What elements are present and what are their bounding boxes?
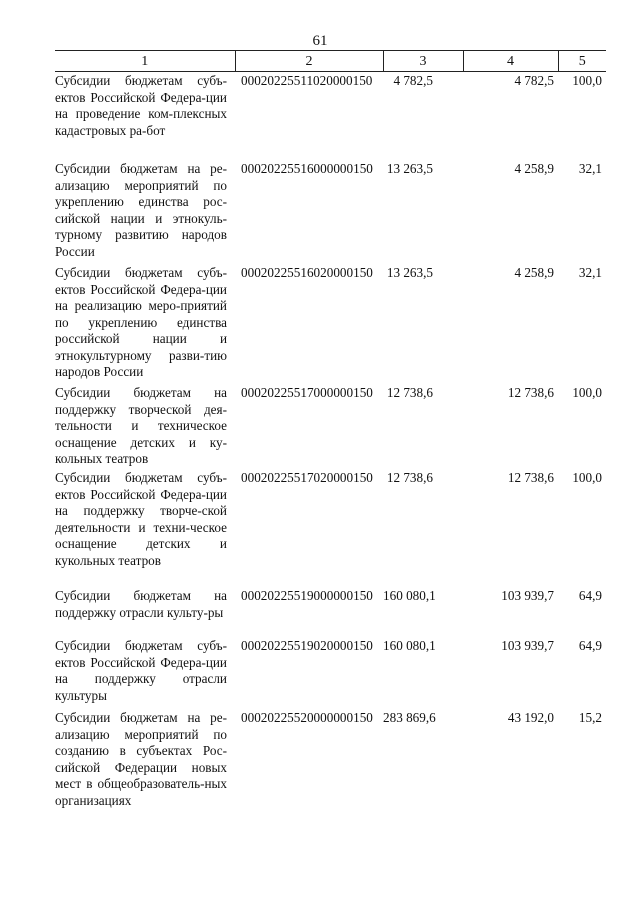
row-value-4: 12 738,6 xyxy=(507,470,554,485)
table-body xyxy=(55,72,606,815)
row-code: 00020225516000000150 xyxy=(241,161,373,176)
page-number: 61 xyxy=(312,33,328,49)
table-row xyxy=(55,265,606,385)
row-value-4: 43 192,0 xyxy=(507,710,554,725)
row-name: Субсидии бюджетам на поддержку творческой дея-тельности и техническое оснащение детских и ку-кольных театров xyxy=(55,385,227,466)
table-row xyxy=(55,588,606,638)
row-value-3: 13 263,5 xyxy=(386,161,433,176)
row-value-5: 64,9 xyxy=(578,588,602,603)
row-value-4: 4 258,9 xyxy=(514,265,554,280)
row-name: Субсидии бюджетам субъ-ектов Российской Федера-ции на проведение ком-плексных кадастровых ра-бот xyxy=(55,73,227,138)
table-row xyxy=(55,710,606,814)
row-value-5: 64,9 xyxy=(578,638,602,653)
row-value-5: 100,0 xyxy=(572,385,602,400)
row-name: Субсидии бюджетам на ре-ализацию мероприятий по созданию в субъектах Рос-сийской Федерации новых мест в общеобразователь-ных организациях xyxy=(55,710,227,808)
row-value-4: 4 782,5 xyxy=(514,73,554,88)
table-row xyxy=(55,470,606,588)
row-value-4: 103 939,7 xyxy=(501,638,554,653)
row-value-3: 283 869,6 xyxy=(383,710,436,725)
row-name: Субсидии бюджетам на ре-ализацию мероприятий по укреплению единства рос-сийской нации и этнокуль-турному развитию народов России xyxy=(55,161,227,259)
budget-table xyxy=(55,50,606,814)
column-header-4: 4 xyxy=(463,51,558,72)
row-name: Субсидии бюджетам субъ-ектов Российской Федера-ции на реализацию меро-приятий по укреплению единства российской нации и этнокультурному разви-тию народов России xyxy=(55,265,227,379)
table-row xyxy=(55,385,606,470)
row-code: 00020225517000000150 xyxy=(241,385,373,400)
row-code: 00020225520000000150 xyxy=(241,710,373,725)
row-value-5: 100,0 xyxy=(572,73,602,88)
row-value-4: 103 939,7 xyxy=(501,588,554,603)
table-row xyxy=(55,72,606,162)
row-value-5: 100,0 xyxy=(572,470,602,485)
row-code: 00020225516020000150 xyxy=(241,265,373,280)
column-header-5: 5 xyxy=(558,51,606,72)
column-header-1: 1 xyxy=(55,51,235,72)
table-row xyxy=(55,161,606,265)
row-name: Субсидии бюджетам субъ-ектов Российской Федера-ции на поддержку отрасли культуры xyxy=(55,638,227,703)
row-value-3: 12 738,6 xyxy=(386,470,433,485)
row-code: 00020225511020000150 xyxy=(241,73,373,88)
row-value-3: 160 080,1 xyxy=(383,638,436,653)
row-value-5: 32,1 xyxy=(578,161,602,176)
column-header-2: 2 xyxy=(235,51,383,72)
row-code: 00020225517020000150 xyxy=(241,470,373,485)
row-name: Субсидии бюджетам на поддержку отрасли культу-ры xyxy=(55,588,227,620)
row-value-3: 13 263,5 xyxy=(386,265,433,280)
row-value-4: 4 258,9 xyxy=(514,161,554,176)
row-value-3: 12 738,6 xyxy=(386,385,433,400)
row-value-4: 12 738,6 xyxy=(507,385,554,400)
row-value-3: 4 782,5 xyxy=(393,73,433,88)
column-header-3: 3 xyxy=(383,51,463,72)
row-value-5: 15,2 xyxy=(578,710,602,725)
row-value-5: 32,1 xyxy=(578,265,602,280)
row-code: 00020225519000000150 xyxy=(241,588,373,603)
table-header xyxy=(55,51,606,72)
row-value-3: 160 080,1 xyxy=(383,588,436,603)
table-row xyxy=(55,638,606,710)
row-name: Субсидии бюджетам субъ-ектов Российской Федера-ции на поддержку творче-ской деятельности и техни-ческое оснащение детских и кукольных театров xyxy=(55,470,227,568)
row-code: 00020225519020000150 xyxy=(241,638,373,653)
header-row xyxy=(55,51,606,72)
